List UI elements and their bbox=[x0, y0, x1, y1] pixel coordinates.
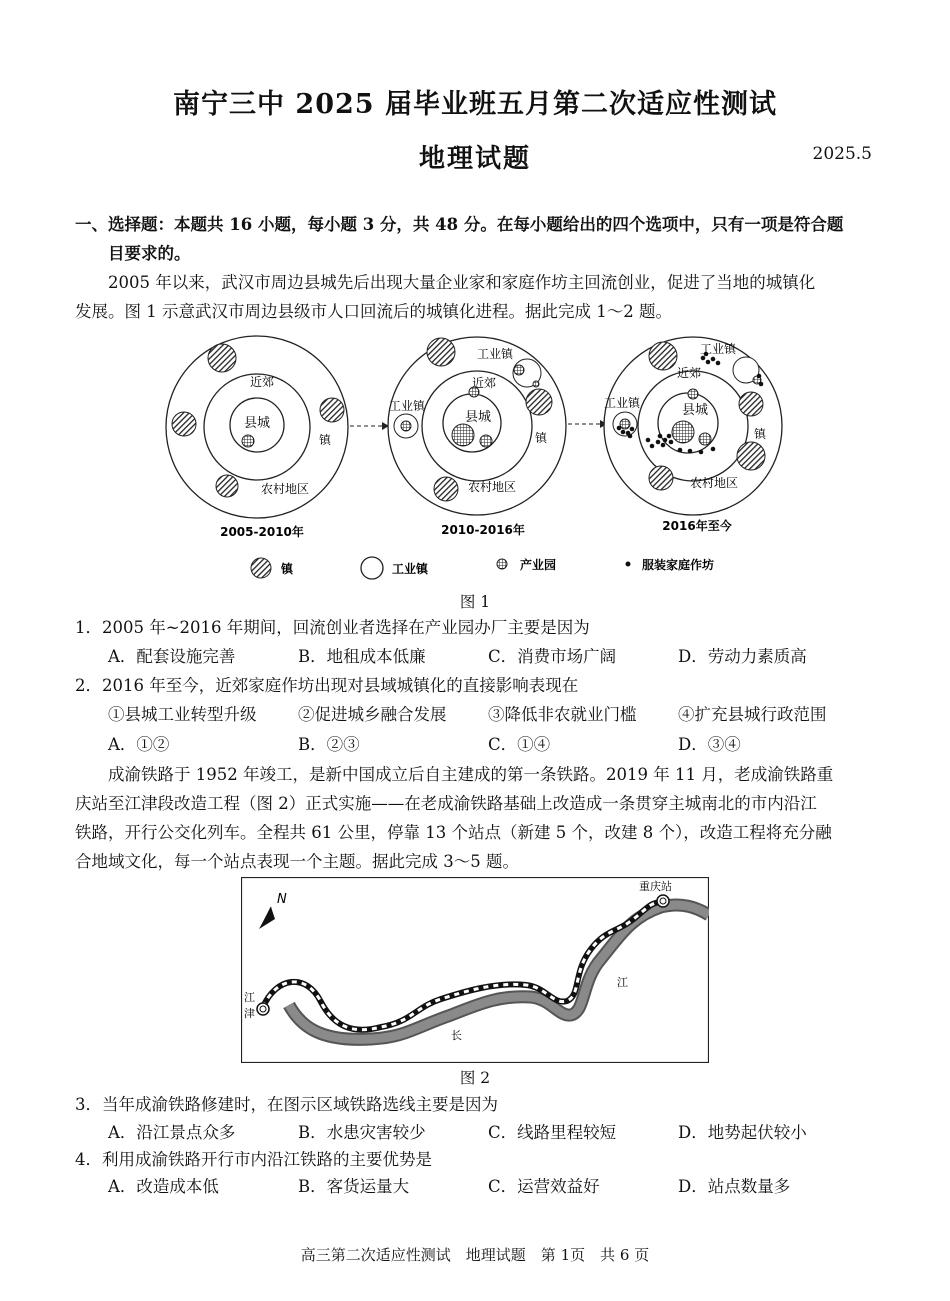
q1-option-d[interactable]: D．劳动力素质高 bbox=[678, 647, 807, 666]
label-jiangjin-1: 江 bbox=[244, 991, 255, 1004]
q2-item-2: ②促进城乡融合发展 bbox=[298, 705, 447, 724]
q3-options bbox=[108, 1119, 888, 1147]
page-title: 南宁三中 2025 届毕业班五月第二次适应性测试 bbox=[173, 89, 777, 120]
label-town: 镇 bbox=[318, 433, 332, 447]
label-industrial-town-3a: 工业镇 bbox=[603, 396, 641, 410]
q4-options bbox=[108, 1173, 888, 1201]
exam-date: 2025.5 bbox=[812, 144, 872, 164]
page-footer: 高三第二次适应性测试 地理试题 第 1页 共 6 页 bbox=[300, 1246, 650, 1264]
figure2-map bbox=[241, 877, 709, 1063]
period-1: 2005-2010年 bbox=[220, 525, 304, 539]
q2-options bbox=[108, 731, 888, 759]
q2-item-4: ④扩充县城行政范围 bbox=[678, 705, 827, 724]
legend-industrial-park: 产业园 bbox=[520, 558, 557, 572]
q4-option-a[interactable]: A．改造成本低 bbox=[108, 1177, 219, 1196]
label-town-3: 镇 bbox=[753, 427, 767, 441]
passage1-line2: 发展。图 1 示意武汉市周边县级市人口回流后的城镇化进程。据此完成 1～2 题。 bbox=[75, 302, 672, 321]
q3-option-a[interactable]: A．沿江景点众多 bbox=[108, 1123, 236, 1142]
passage2-line4: 合地域文化，每一个站点表现一个主题。据此完成 3～5 题。 bbox=[75, 852, 519, 871]
q3-stem: 3．当年成渝铁路修建时，在图示区域铁路选线主要是因为 bbox=[75, 1095, 498, 1114]
figure2-caption: 图 2 bbox=[459, 1069, 491, 1087]
q2-option-b[interactable]: B．②③ bbox=[298, 735, 360, 754]
label-suburb: 近郊 bbox=[249, 375, 275, 389]
label-north: N bbox=[277, 892, 287, 907]
q4-stem: 4．利用成渝铁路开行市内沿江铁路的主要优势是 bbox=[75, 1150, 432, 1169]
q2-items bbox=[108, 701, 888, 729]
label-chongqing-station: 重庆站 bbox=[639, 880, 672, 893]
figure1-legend bbox=[251, 557, 714, 579]
label-county-3: 县城 bbox=[681, 403, 709, 418]
q2-item-1: ①县城工业转型升级 bbox=[108, 705, 257, 724]
legend-home-workshop: 服装家庭作坊 bbox=[642, 558, 715, 572]
stage2-diagram bbox=[388, 337, 566, 537]
label-rural-3: 农村地区 bbox=[689, 476, 739, 490]
q2-option-d[interactable]: D．③④ bbox=[678, 735, 741, 754]
q1-option-c[interactable]: C．消费市场广阔 bbox=[488, 647, 617, 666]
passage2-line3: 铁路，开行公交化列车。全程共 61 公里，停靠 13 个站点（新建 5 个，改建 8 个），改造工程将充分融 bbox=[75, 823, 832, 842]
q2-option-a[interactable]: A．①② bbox=[108, 735, 170, 754]
label-suburb-3: 近郊 bbox=[676, 366, 702, 380]
passage1-line1: 2005 年以来，武汉市周边县城先后出现大量企业家和家庭作坊主回流创业，促进了当地的城镇化 bbox=[108, 273, 816, 292]
q4-option-d[interactable]: D．站点数量多 bbox=[678, 1177, 791, 1196]
figure1-diagram bbox=[160, 328, 800, 590]
q4-option-c[interactable]: C．运营效益好 bbox=[488, 1177, 600, 1196]
q3-option-b[interactable]: B．水患灾害较少 bbox=[298, 1123, 426, 1142]
stage3-diagram bbox=[604, 337, 782, 533]
q2-option-c[interactable]: C．①④ bbox=[488, 735, 551, 754]
period-3: 2016年至今 bbox=[662, 519, 732, 533]
label-industrial-town-3b: 工业镇 bbox=[699, 342, 737, 356]
q4-option-b[interactable]: B．客货运量大 bbox=[298, 1177, 410, 1196]
period-2: 2010-2016年 bbox=[441, 523, 525, 537]
figure1-caption: 图 1 bbox=[459, 593, 491, 611]
label-industrial-town-2b: 工业镇 bbox=[476, 347, 514, 361]
subject-title: 地理试题 bbox=[418, 144, 531, 174]
legend-town: 镇 bbox=[281, 562, 294, 576]
passage2-line2: 庆站至江津段改造工程（图 2）正式实施——在老成渝铁路基础上改造成一条贯穿主城南北的市内沿江 bbox=[75, 794, 817, 813]
label-river-1: 长 bbox=[451, 1029, 462, 1042]
q3-option-c[interactable]: C．线路里程较短 bbox=[488, 1123, 617, 1142]
label-industrial-town-2a: 工业镇 bbox=[388, 399, 426, 413]
q2-stem: 2．2016 年至今，近郊家庭作坊出现对县域城镇化的直接影响表现在 bbox=[75, 676, 579, 695]
legend-industrial-town: 工业镇 bbox=[392, 562, 429, 576]
label-county: 县城 bbox=[243, 416, 271, 431]
q1-stem: 1．2005 年~2016 年期间，回流创业者选择在产业园办厂主要是因为 bbox=[75, 618, 590, 637]
label-rural-2: 农村地区 bbox=[467, 480, 517, 494]
q1-option-b[interactable]: B．地租成本低廉 bbox=[298, 647, 426, 666]
label-suburb-2: 近郊 bbox=[471, 376, 497, 390]
q1-option-a[interactable]: A．配套设施完善 bbox=[108, 647, 236, 666]
label-river-2: 江 bbox=[617, 976, 628, 989]
label-county-2: 县城 bbox=[464, 410, 492, 425]
section-heading: 一、选择题：本题共 16 小题，每小题 3 分，共 48 分。在每小题给出的四个选项中，只有一项是符合题 bbox=[75, 215, 844, 234]
stage1-diagram bbox=[166, 336, 348, 539]
label-jiangjin-2: 津 bbox=[244, 1007, 255, 1020]
q1-options bbox=[108, 643, 888, 671]
q2-item-3: ③降低非农就业门槛 bbox=[488, 705, 637, 724]
section-heading-cont: 目要求的。 bbox=[108, 244, 191, 263]
q3-option-d[interactable]: D．地势起伏较小 bbox=[678, 1123, 807, 1142]
label-rural: 农村地区 bbox=[260, 482, 310, 496]
label-town-2: 镇 bbox=[534, 431, 548, 445]
passage2-line1: 成渝铁路于 1952 年竣工，是新中国成立后自主建成的第一条铁路。2019 年 11 月，老成渝铁路重 bbox=[108, 765, 834, 784]
